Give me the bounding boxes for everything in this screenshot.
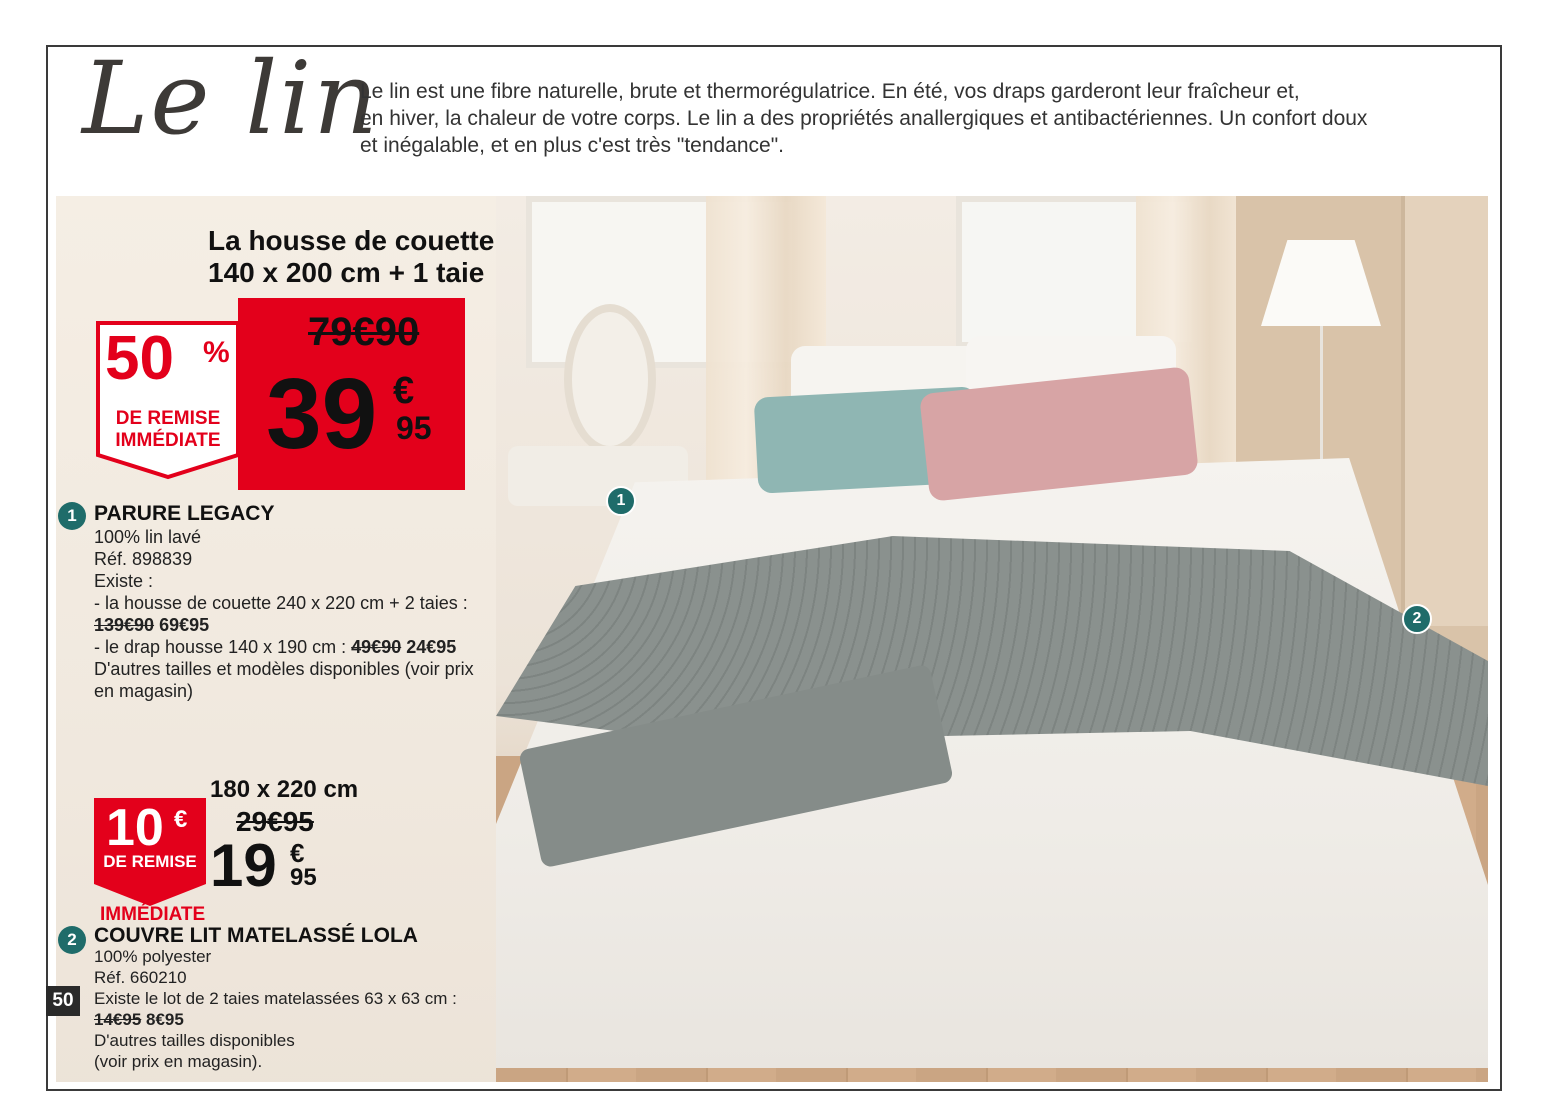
detail-line xyxy=(94,1009,484,1030)
new-price-decimals: 95 xyxy=(396,410,432,446)
product-number-1: 1 xyxy=(58,502,86,530)
photo-marker-1: 1 xyxy=(606,486,636,516)
product-details xyxy=(94,526,484,702)
discount-currency: € xyxy=(174,806,188,833)
new-price-integer: 19 xyxy=(210,832,277,899)
product-name: PARURE LEGACY xyxy=(94,502,275,525)
new-price-integer: 39 xyxy=(266,358,378,470)
detail-line: D'autres tailles disponibles xyxy=(94,1031,295,1050)
detail-line: Existe : xyxy=(94,571,154,591)
detail-line: en magasin) xyxy=(94,681,194,701)
discount-value: 50 xyxy=(105,324,174,393)
detail-line xyxy=(94,636,484,658)
product-details xyxy=(94,946,484,1072)
intro-line: et inégalable, et en plus c'est très "tendance". xyxy=(360,134,785,157)
new-price-currency: € xyxy=(290,838,305,868)
discount-label: IMMÉDIATE xyxy=(115,430,221,451)
offer1-headline xyxy=(208,225,494,289)
photo-marker-2: 2 xyxy=(1402,604,1432,634)
intro-text xyxy=(360,78,1470,159)
old-price: 29€95 xyxy=(236,806,314,837)
new-price-decimals: 95 xyxy=(290,864,317,891)
product-name: COUVRE LIT MATELASSÉ LOLA xyxy=(94,924,418,947)
discount-percent: % xyxy=(203,336,230,369)
variant-label: - le drap housse 140 x 190 cm : xyxy=(94,637,347,657)
variant-old-price: 49€90 xyxy=(351,637,402,657)
discount-badge-50 xyxy=(95,320,241,480)
product-size: 180 x 220 cm xyxy=(210,776,359,803)
intro-line: en hiver, la chaleur de votre corps. Le lin a des propriétés anallergiques et antibactériennes. Un confort doux xyxy=(360,107,1368,130)
variant-old-price: 139€90 xyxy=(94,615,155,635)
discount-label: DE REMISE xyxy=(115,408,221,429)
variant-old-price: 14€95 xyxy=(94,1010,142,1029)
discount-label: IMMÉDIATE xyxy=(100,904,206,925)
detail-line: - la housse de couette 240 x 220 cm + 2 taies : xyxy=(94,593,468,613)
headline-line: 140 x 200 cm + 1 taie xyxy=(208,257,485,288)
chair-back xyxy=(564,304,656,454)
discount-badge-10 xyxy=(94,798,206,908)
detail-line: Existe le lot de 2 taies matelassées 63 x 63 cm : xyxy=(94,989,457,1008)
price-block xyxy=(238,298,465,490)
page-title: Le lin xyxy=(82,40,380,157)
detail-line: (voir prix en magasin). xyxy=(94,1052,263,1071)
new-price-currency: € xyxy=(393,370,415,412)
detail-line: D'autres tailles et modèles disponibles (voir prix xyxy=(94,659,474,679)
intro-line: Le lin est une fibre naturelle, brute et thermorégulatrice. En été, vos draps garderont leur fraîcheur et, xyxy=(360,80,1300,103)
door xyxy=(1401,196,1488,626)
detail-line: 100% polyester xyxy=(94,947,212,966)
product-number-2: 2 xyxy=(58,926,86,954)
detail-line: Réf. 660210 xyxy=(94,968,187,987)
variant-new-price: 24€95 xyxy=(406,637,457,657)
discount-value: 10 xyxy=(106,799,164,857)
old-price: 79€90 xyxy=(308,310,420,354)
variant-new-price: 69€95 xyxy=(159,615,210,635)
detail-line: Réf. 898839 xyxy=(94,549,193,569)
detail-line: 100% lin lavé xyxy=(94,527,202,547)
page-number: 50 xyxy=(46,986,80,1016)
detail-line xyxy=(94,614,484,636)
headline-line: La housse de couette xyxy=(208,225,495,256)
variant-new-price: 8€95 xyxy=(146,1010,184,1029)
discount-label: DE REMISE xyxy=(103,852,197,871)
